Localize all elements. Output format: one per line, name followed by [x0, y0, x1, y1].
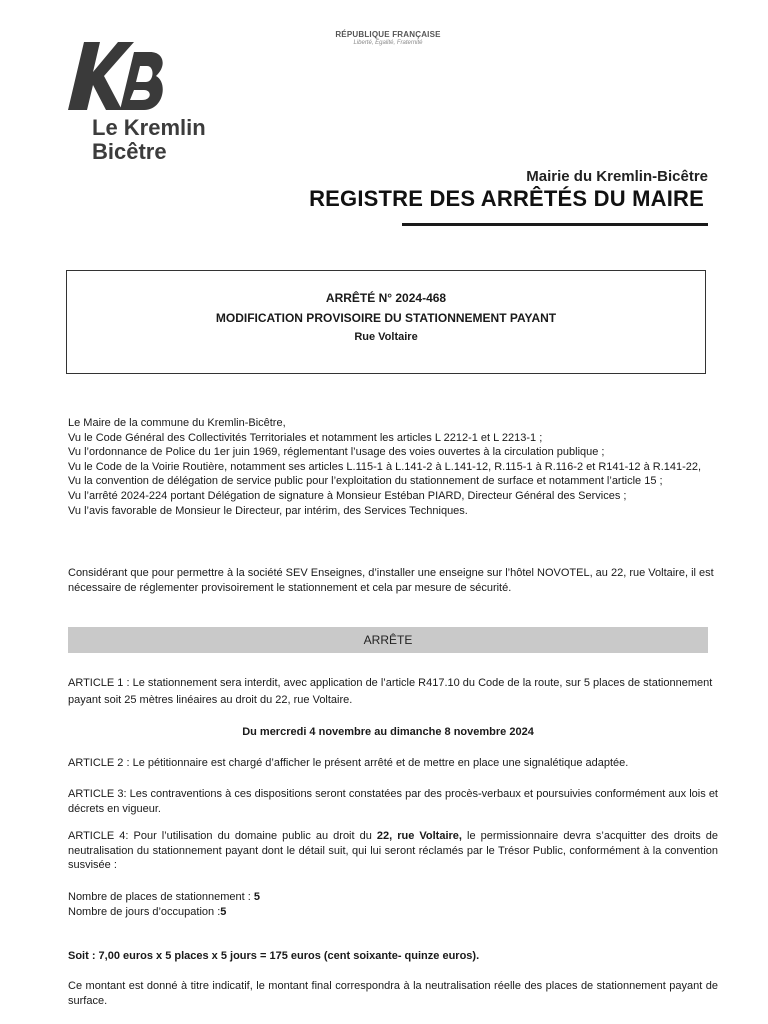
visas-list — [68, 416, 718, 518]
logo-line-2: Bicêtre — [92, 139, 167, 164]
nb-jours-label: Nombre de jours d’occupation : — [68, 905, 221, 918]
arrete-box — [66, 270, 706, 374]
logo-line-1: Le Kremlin — [92, 115, 206, 140]
montant-paragraph: Ce montant est donné à titre indicatif, le montant final correspondra à la neutralisation réelle des places de stationnement payant de surface. — [68, 980, 718, 1007]
arrete-title: MODIFICATION PROVISOIRE DU STATIONNEMENT PAYANT — [215, 311, 557, 325]
total-line: Soit : 7,00 euros x 5 places x 5 jours = 175 euros (cent soixante- quinze euros). — [68, 950, 480, 962]
considerant-paragraph: Considérant que pour permettre à la société SEV Enseignes, d’installer une enseigne sur l’hôtel NOVOTEL, au 22, rue Voltaire, il est nécessaire de réglementer provisoirement le stationnement et cela par mesure de sécurité. — [68, 567, 714, 594]
arrete-street: Rue Voltaire — [354, 331, 418, 343]
republique-title: RÉPUBLIQUE FRANÇAISE — [335, 30, 441, 39]
logo-wordmark — [92, 116, 206, 164]
period-line: Du mercredi 4 novembre au dimanche 8 novembre 2024 — [242, 726, 534, 738]
arrete-number: ARRÊTÉ N° 2024-468 — [325, 291, 447, 305]
nb-jours-line — [68, 905, 718, 920]
visa-line: Vu l’avis favorable de Monsieur le Directeur, par intérim, des Services Techniques. — [68, 504, 468, 517]
visa-line: Vu le Code Général des Collectivités Territoriales et notamment les articles L 2212-1 et L 2213-1 ; — [68, 431, 543, 444]
article-4-part2: le permissionnaire devra s’acquitter des droits de neutralisation du stationnement payant dont le détail suit, qui lui seront réclamés par le Trésor Public, conformément à la convention susvisée : — [68, 830, 719, 872]
article-4 — [68, 829, 718, 873]
registre-title: REGISTRE DES ARRÊTÉS DU MAIRE — [309, 186, 704, 211]
republique-motto: Liberté, Égalité, Fraternité — [353, 40, 423, 46]
arrete-heading-bar: ARRÊTE — [68, 627, 708, 653]
visa-line: Vu le Code de la Voirie Routière, notamment ses articles L.115-1 à L.141-2 à L.141-12, R.115-1 à R.116-2 et R141-12 à R.141-22, — [68, 460, 702, 473]
article-3: ARTICLE 3: Les contraventions à ces dispositions seront constatées par des procès-verbaux et poursuivies conformément aux lois et décrets en vigueur. — [68, 788, 718, 815]
kb-logo-mark — [64, 36, 168, 120]
occupation-details — [68, 890, 718, 919]
mairie-title: Mairie du Kremlin-Bicêtre — [526, 168, 708, 185]
header-rule — [402, 223, 708, 226]
article-2: ARTICLE 2 : Le pétitionnaire est chargé d’afficher le présent arrêté et de mettre en place une signalétique adaptée. — [68, 757, 629, 769]
nb-places-line — [68, 890, 718, 905]
visa-line: Vu la convention de délégation de service public pour l’exploitation du stationnement de surface et notamment l’article 15 ; — [68, 475, 663, 488]
nb-jours-value: 5 — [220, 905, 227, 918]
article-4-address: 22, rue Voltaire, — [376, 830, 462, 842]
article-4-part1: ARTICLE 4: Pour l’utilisation du domaine public au droit du — [68, 830, 377, 842]
nb-places-value: 5 — [253, 891, 261, 903]
nb-places-label: Nombre de places de stationnement : — [68, 891, 254, 903]
visa-line: Le Maire de la commune du Kremlin-Bicêtre, — [68, 417, 286, 429]
visa-line: Vu l’ordonnance de Police du 1er juin 1969, réglementant l’usage des voies ouvertes à la circulation publique ; — [68, 446, 605, 459]
republique-header — [300, 30, 476, 46]
article-1: ARTICLE 1 : Le stationnement sera interdit, avec application de l’article R417.10 du Code de la route, sur 5 places de stationnement payant soit 25 mètres linéaires au droit du 22, rue Voltaire. — [68, 677, 713, 706]
visa-line: Vu l’arrêté 2024-224 portant Délégation de signature à Monsieur Estéban PIARD, Directeur Général des Services ; — [68, 489, 627, 502]
